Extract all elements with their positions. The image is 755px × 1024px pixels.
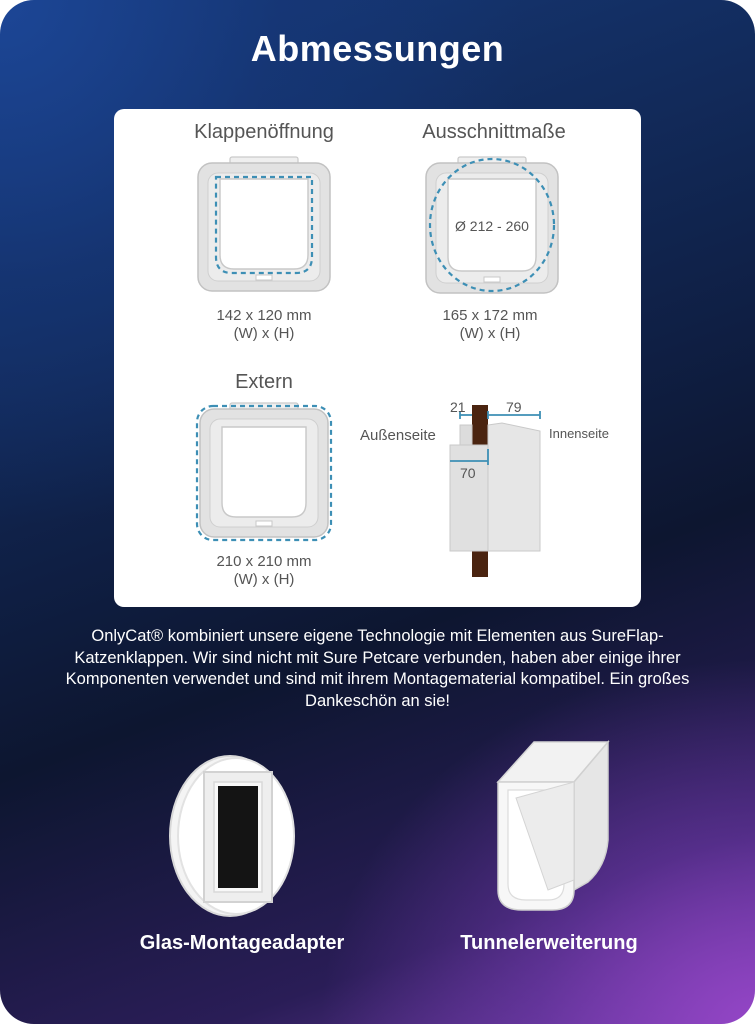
flap-opening-size: 142 x 120 mm — [216, 307, 312, 324]
external-diagram — [194, 401, 334, 545]
side-view-dim-79: 79 — [506, 399, 522, 415]
description-text: OnlyCat® kombiniert unsere eigene Technologie mit Elementen aus SureFlap-Katzenklappen. Wir sind nicht mit Sure Petcare verbunden, haben aber einige ihrer Komponenten verwendet und sind mit ihrem Montagematerial kompatibel. Ein großes Dankeschön an sie! — [65, 627, 690, 710]
side-view-diagram — [440, 395, 556, 581]
flap-opening-unit: (W) x (H) — [233, 325, 295, 342]
glass-mount-adapter-icon — [160, 752, 306, 920]
external-label: Extern — [235, 371, 293, 393]
cutout-label: Ausschnittmaße — [422, 121, 566, 143]
external-size: 210 x 210 mm — [216, 553, 312, 570]
side-view-dim-21: 21 — [450, 399, 466, 415]
cutout-diameter: Ø 212 - 260 — [455, 218, 529, 234]
side-view-dim-70: 70 — [460, 465, 476, 481]
flap-opening-label: Klappenöffnung — [194, 121, 334, 143]
cutout-size: 165 x 172 mm — [442, 307, 538, 324]
tunnel-extension-icon — [478, 740, 628, 916]
side-view-inside-label: Innenseite — [549, 426, 609, 441]
product-glass-mount-adapter-label: Glas-Montageadapter — [139, 932, 345, 954]
side-view-outside-label: Außenseite — [360, 427, 436, 444]
dimensions-panel — [114, 109, 641, 607]
external-unit: (W) x (H) — [233, 571, 295, 588]
product-tunnel-extension-label: Tunnelerweiterung — [460, 932, 638, 954]
cutout-unit: (W) x (H) — [459, 325, 521, 342]
flap-opening-diagram — [196, 155, 332, 295]
page-title: Abmessungen — [250, 28, 505, 69]
